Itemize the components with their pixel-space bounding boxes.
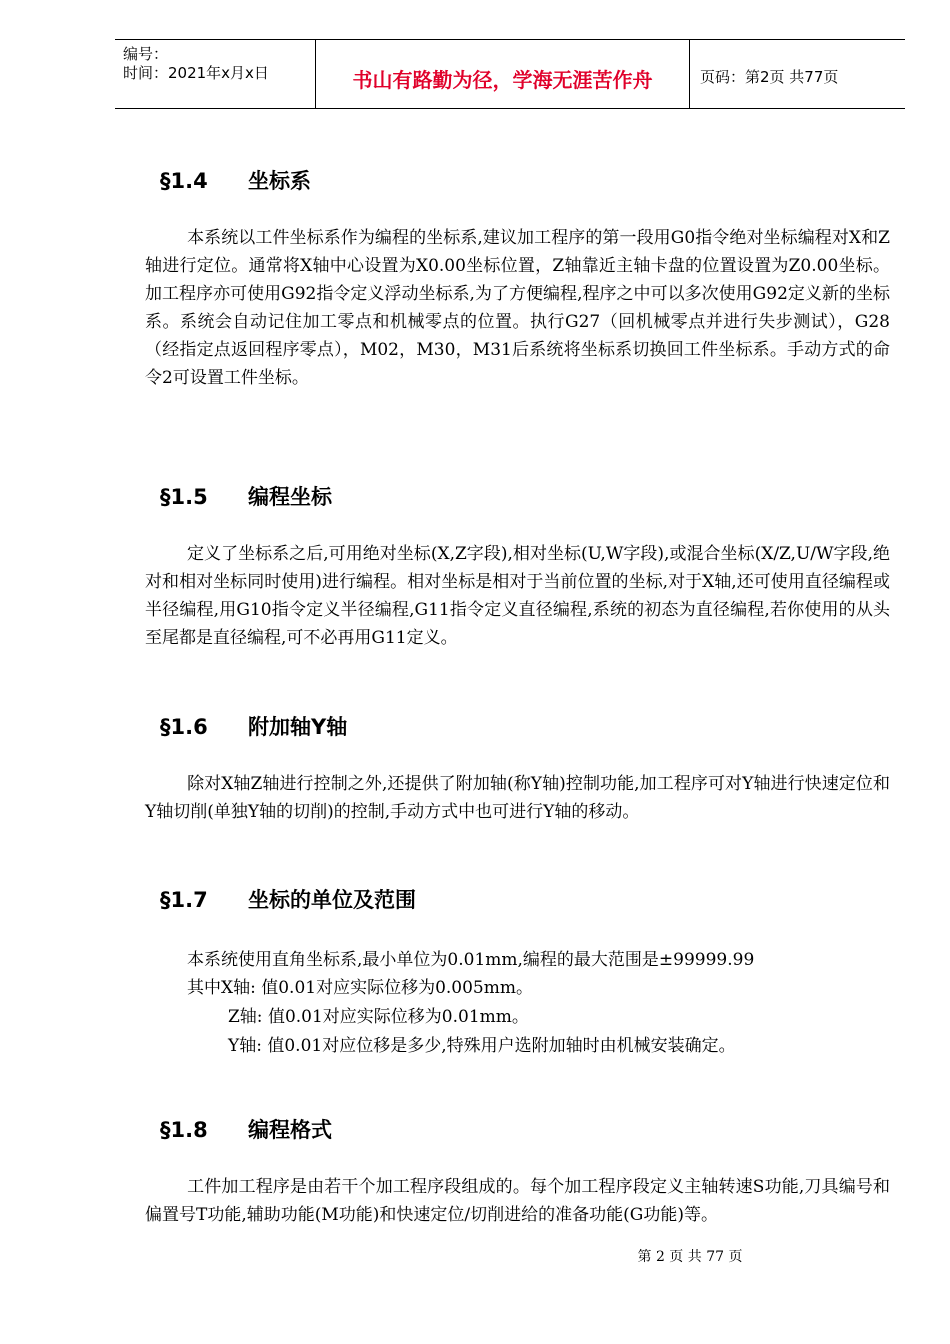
- section-heading-1-7: [160, 884, 416, 914]
- paragraph-1-6: [145, 770, 890, 826]
- section-number: §1.7: [160, 888, 208, 912]
- section-heading-1-8: [160, 1114, 332, 1144]
- section-number: §1.8: [160, 1118, 208, 1142]
- paragraph-1-4: [145, 224, 890, 392]
- unit-line-1: 本系统使用直角坐标系,最小单位为0.01mm,编程的最大范围是±99999.99: [187, 950, 755, 970]
- header-page-cell: [690, 40, 905, 108]
- section-heading-1-6: [160, 711, 347, 741]
- section-title: 附加轴Y轴: [248, 715, 348, 739]
- paragraph-text: 工件加工程序是由若干个加工程序段组成的。每个加工程序段定义主轴转速S功能,刀具编号和偏置号T功能,辅助功能(M功能)和快速定位/切削进给的准备功能(G功能)等。: [145, 1177, 890, 1225]
- header-time-label: 时间：2021年x月x日: [123, 64, 269, 82]
- paragraph-1-8: [145, 1173, 890, 1229]
- unit-line-2: 其中X轴: 值0.01对应实际位移为0.005mm。: [187, 978, 533, 998]
- page-header: [115, 39, 905, 109]
- unit-line-3: Z轴: 值0.01对应实际位移为0.01mm。: [228, 1007, 529, 1027]
- paragraph-text: 除对X轴Z轴进行控制之外,还提供了附加轴(称Y轴)控制功能,加工程序可对Y轴进行快速定位和Y轴切削(单独Y轴的切削)的控制,手动方式中也可进行Y轴的移动。: [145, 774, 890, 822]
- section-title: 坐标的单位及范围: [248, 888, 416, 912]
- section-title: 编程坐标: [248, 485, 332, 509]
- header-motto-cell: [316, 40, 690, 108]
- section-heading-1-4: [160, 165, 311, 195]
- paragraph-1-5: [145, 540, 890, 652]
- paragraph-text: 定义了坐标系之后,可用绝对坐标(X,Z字段),相对坐标(U,W字段),或混合坐标(X/Z,U/W字段,绝对和相对坐标同时使用)进行编程。相对坐标是相对于当前位置的坐标,对于X轴,还可使用直径编程或半径编程,用G10指令定义半径编程,G11指令定义直径编程,系统的初态为直径编程,若你使用的从头至尾都是直径编程,可不必再用G11定义。: [145, 544, 890, 648]
- section-number: §1.6: [160, 715, 208, 739]
- unit-line-4: Y轴: 值0.01对应位移是多少,特殊用户选附加轴时由机械安装确定。: [228, 1036, 736, 1056]
- header-page-label: 页码：第2页 共77页: [700, 68, 839, 86]
- page-footer: 第 2 页 共 77 页: [637, 1249, 743, 1265]
- paragraph-text: 本系统以工件坐标系作为编程的坐标系,建议加工程序的第一段用G0指令绝对坐标编程对X和Z轴进行定位。通常将X轴中心设置为X0.00坐标位置，Z轴靠近主轴卡盘的位置设置为Z0.00坐标。加工程序亦可使用G92指令定义浮动坐标系,为了方便编程,程序之中可以多次使用G92定义新的坐标系。系统会自动记住加工零点和机械零点的位置。执行G27（回机械零点并进行失步测试），G28（经指定点返回程序零点），M02，M30，M31后系统将坐标系切换回工件坐标系。手动方式的命令2可设置工件坐标。: [145, 228, 890, 388]
- header-code-label: 编号：: [123, 45, 169, 63]
- section-title: 坐标系: [248, 169, 311, 193]
- section-title: 编程格式: [248, 1118, 332, 1142]
- header-motto: 书山有路勤为径，学海无涯苦作舟: [352, 68, 653, 92]
- section-number: §1.4: [160, 169, 208, 193]
- section-number: §1.5: [160, 485, 208, 509]
- section-heading-1-5: [160, 481, 332, 511]
- header-meta-cell: [115, 40, 316, 108]
